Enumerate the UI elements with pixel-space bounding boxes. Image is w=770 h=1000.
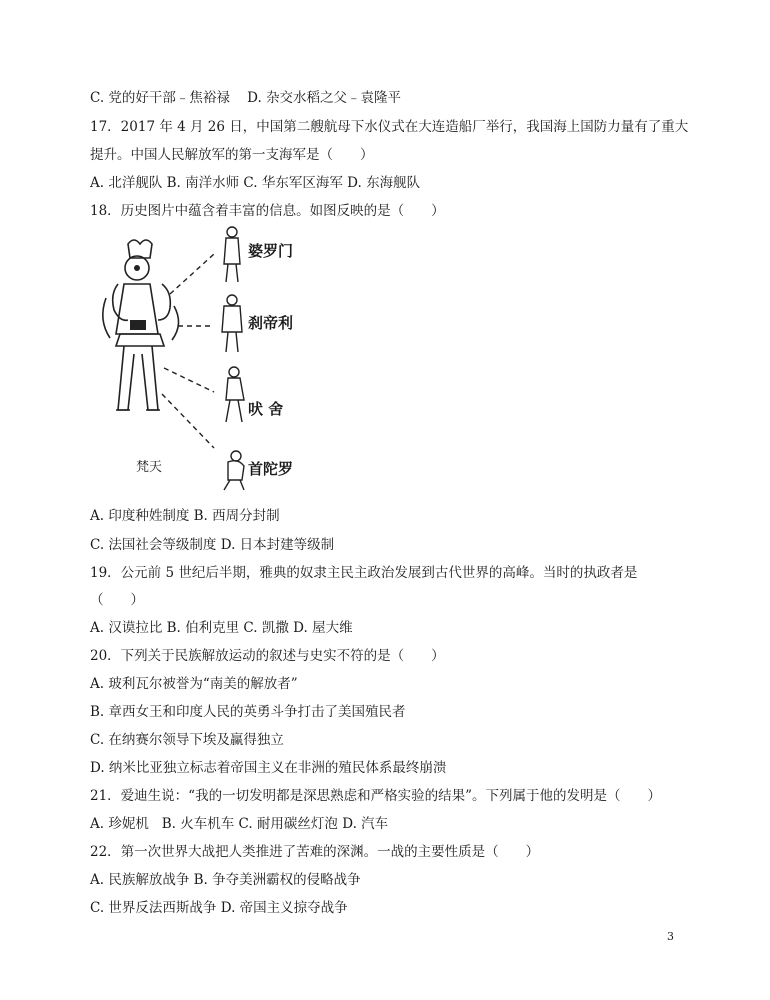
q17-stem: 17．2017 年 4 月 26 日，中国第二艘航母下水仪式在大连造船厂举行，我国海上国防力量有了重大 — [90, 119, 689, 135]
page-number: 3 — [667, 930, 674, 943]
caste-label-brahmin: 婆罗门 — [248, 242, 294, 260]
caste-label-kshatriya: 刹帝利 — [248, 314, 294, 332]
caste-label-shudra: 首陀罗 — [248, 460, 294, 478]
caste-label-vaishya: 吠 舍 — [248, 400, 284, 418]
q20-option-d: D. 纳米比亚独立标志着帝国主义在非洲的殖民体系最终崩溃 — [90, 760, 447, 776]
q17-stem-cont: 提升。中国人民解放军的第一支海军是（ ） — [90, 147, 374, 163]
q20-stem: 20．下列关于民族解放运动的叙述与史实不符的是（ ） — [90, 648, 445, 664]
q18-options-cd: C. 法国社会等级制度 D. 日本封建等级制 — [90, 537, 335, 553]
q22-options-cd: C. 世界反法西斯战争 D. 帝国主义掠夺战争 — [90, 900, 348, 916]
q20-option-b: B. 章西女王和印度人民的英勇斗争打击了美国殖民者 — [90, 704, 406, 720]
brahma-label: 梵天 — [136, 460, 163, 475]
q17-options: A. 北洋舰队 B. 南洋水师 C. 华东军区海军 D. 东海舰队 — [90, 175, 421, 191]
q20-option-c: C. 在纳赛尔领导下埃及赢得独立 — [90, 732, 284, 748]
q22-stem: 22．第一次世界大战把人类推进了苦难的深渊。一战的主要性质是（ ） — [90, 844, 540, 860]
q20-option-a: A. 玻利瓦尔被誉为“南美的解放者” — [90, 676, 298, 692]
q21-options: A. 珍妮机 B. 火车机车 C. 耐用碳丝灯泡 D. 汽车 — [90, 816, 389, 832]
q18-options-ab: A. 印度种姓制度 B. 西周分封制 — [90, 508, 280, 524]
caste-illustration — [90, 222, 320, 494]
q19-options: A. 汉谟拉比 B. 伯利克里 C. 凯撒 D. 屋大维 — [90, 620, 353, 636]
q19-stem-cont: （ ） — [90, 592, 144, 608]
q16-option-cd: C. 党的好干部﹣焦裕禄 D. 杂交水稻之父﹣袁隆平 — [90, 90, 402, 106]
q22-options-ab: A. 民族解放战争 B. 争夺美洲霸权的侵略战争 — [90, 872, 361, 888]
caste-figure — [90, 222, 320, 494]
q18-stem: 18．历史图片中蕴含着丰富的信息。如图反映的是（ ） — [90, 203, 445, 219]
q19-stem: 19．公元前 5 世纪后半期，雅典的奴隶主民主政治发展到古代世界的高峰。当时的执政者是 — [90, 565, 638, 581]
q21-stem: 21．爱迪生说：“我的一切发明都是深思熟虑和严格实验的结果”。下列属于他的发明是（ ） — [90, 788, 661, 804]
